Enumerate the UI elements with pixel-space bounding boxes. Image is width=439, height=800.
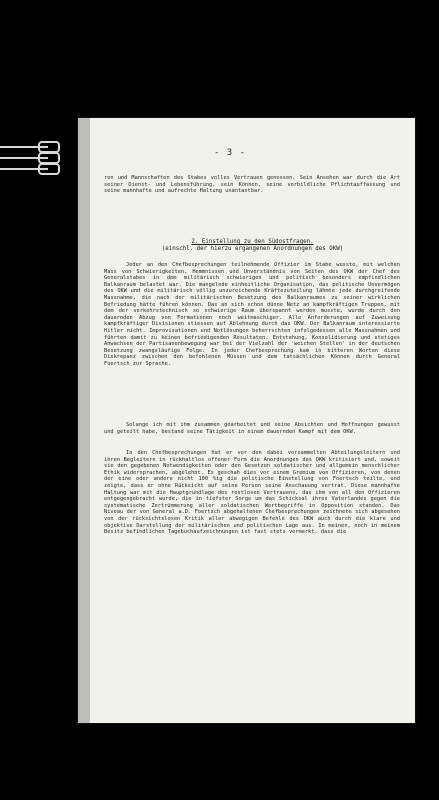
section-title: 2. Einstellung zu den Südostfragen. [191, 239, 314, 245]
section-subtitle: (einschl. der hierzu ergangenen Anordnungen des OKW) [161, 246, 344, 252]
paragraph: In den Chefbesprechungen hat er vor den dabei versammelten Abteilungsleitern und ihren Begleitern in rückhaltlos offener Form die Anordnungen des OKW kritisiert und, soweit sie den gegebenen Notwendigkeiten oder den Gesetzen soldatischer und allgemein menschlicher Ethik widersprachen, abgelehnt. Es geschah dies vor einem Gremium von Offizieren, von denen der eine oder andere nicht 100 %ig die politische Einstellung von Foertsch teilte, und zeigte, dass er ohne Rücksicht auf seine Person seine Anschauung vertrat. Diese mannhafte Haltung war mit die Hauptgrundlage des restlosen Vertrauens, das ihm von all den Offizieren entgegengebracht wurde, die in tiefster Sorge um das Schicksal ihres Vaterlandes gegen die systematische Zertrümmerung aller soldatischen Wertbegriffe in Opposition standen. Das Niveau der von General a.D. Foertsch abgehaltenen Chefbesprechungen zeichnete sich abgesehen von der rücksichtslosen Kritik aller abwegigen Befehle des OKW auch durch die klare und objektive Darstellung der militärischen und politischen Lage aus. In meinen, noch in meinem Besitz befindlichen Tagebuchaufzeichnungen ist fast stets vermerkt, dass die [104, 450, 400, 536]
paragraph: Solange ich mit ihm zusammen gearbeitet und seine Absichten und Hoffnungen gewusst und geteilt habe, bestand seine Tätigkeit in einem dauernden Kampf mit dem OKW. [104, 422, 400, 435]
paragraph: ren und Mannschaften des Stabes volles Vertrauen genossen. Sein Ansehen war durch die Art seiner Dienst- und Lebensführung, sein Können, seine vorbildliche Pflichtauffassung und seine mannhafte und aufrechte Haltung unantastbar. [104, 175, 400, 195]
page-number: - 3 - [213, 148, 247, 158]
document-page [78, 118, 415, 723]
section-heading [125, 239, 380, 253]
punch-hole [38, 163, 60, 175]
binding-string [0, 0, 90, 800]
paragraph: Jeder an den Chefbesprechungen teilnehmende Offizier im Stabe wusste, mit welchen Mass von Schwierigkeiten, Hemmnissen und Unverständnis von Seiten des OKW der Chef des Generalstabes in dem militärisch schwierigen und politisch besonders empfindlichen Balkanraum belastet war. Die mangelnde einheitliche Organisation, das politische Unvermögen des OKW und die militärisch völlig unzureichende Kräftezuteilung lähmte jede durchgreifende Massnahme, die nach der militärischen Besetzung des Balkanraumes zu seiner wirklichen Befriedung hätte führen können. Das an sich schon dünne Netz an kampfkräftigen Truppen, mit dem der verkehrstechnisch so schwierige Raum überspannt werden musste, wurde durch den dauernden Abzug von Formationen noch weitmaschiger. Alle Anforderungen auf Zuweisung kampfkräftiger Divisionen stiessen auf Ablehnung durch das OKW. Der Balkanraum interessierte Hitler nicht. Improvisationen und Notlösungen beherrschten infolgedessen alle Massnahmen und führten damit zu keinen befriedigenden Resultaten. Entstehung, Konsolidierung und stetiges Anwachsen der Partisanenbewegung war bei der Vielzahl der 'weichen Stellen' in der deutschen Besetzung zwangsläufige Folge. In jeder Chefbesprechung kam in bitteren Worten diese Diskrepanz zwischen den befohlenen Müssen und dem tatsächlichen Können durch General Foertsch zur Sprache. [104, 262, 400, 367]
